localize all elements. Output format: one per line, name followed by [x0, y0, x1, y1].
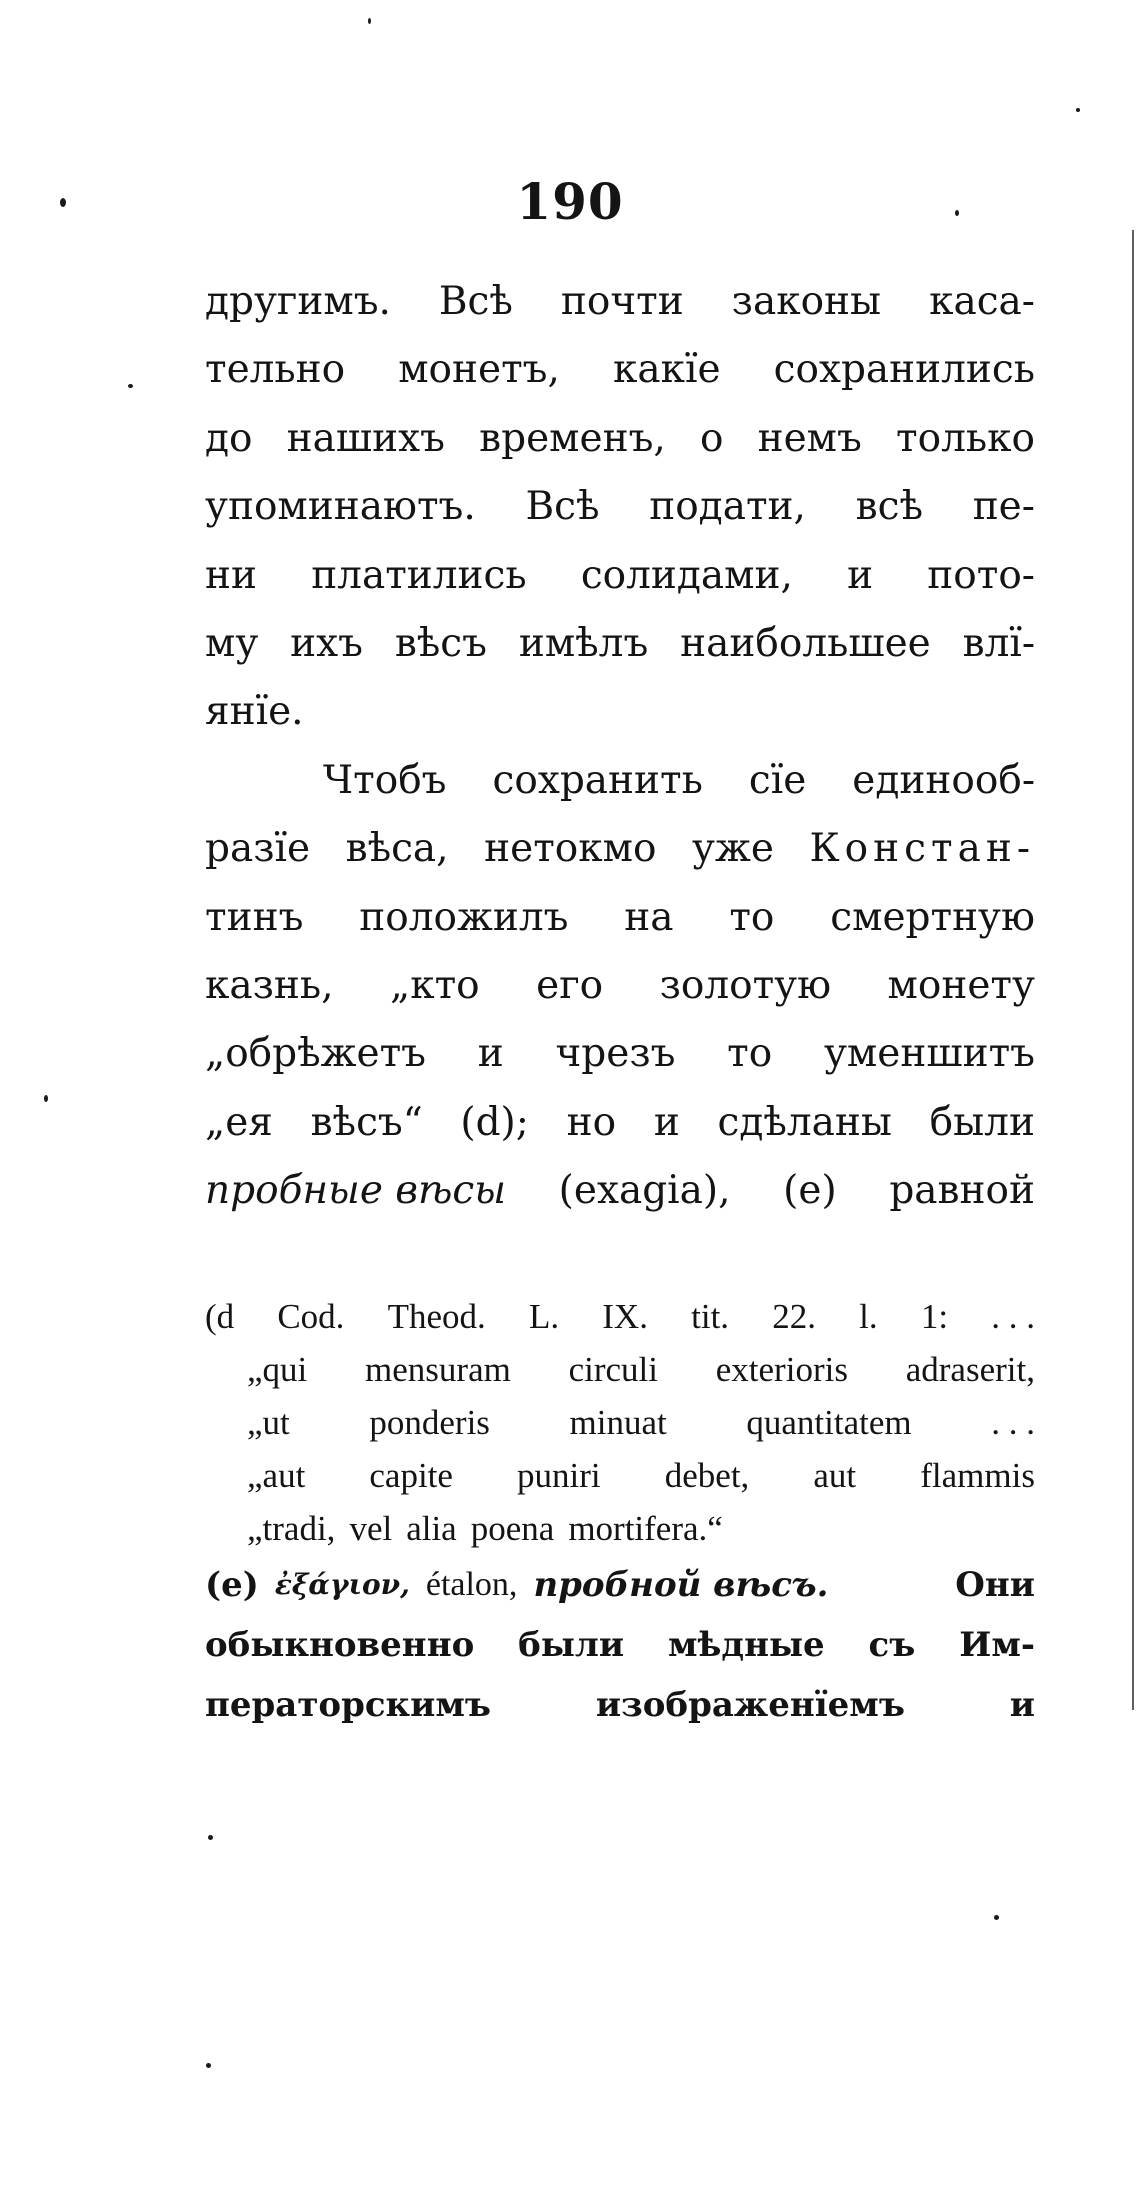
word: quantitatem	[746, 1403, 912, 1442]
word: aut	[813, 1456, 857, 1495]
text-line	[205, 473, 1035, 541]
word: положилъ	[359, 894, 569, 940]
word: имѣлъ	[518, 620, 649, 666]
speck-mark	[994, 1915, 999, 1920]
word: „aut	[247, 1456, 306, 1495]
latin-term: étalon,	[425, 1566, 518, 1603]
text-line	[205, 678, 1035, 746]
word: временъ,	[479, 415, 666, 461]
word: каса-	[929, 279, 1035, 324]
word: ператорскимъ	[205, 1685, 491, 1725]
word: IX.	[602, 1297, 648, 1336]
text-line	[205, 747, 1035, 815]
word: и	[477, 1031, 504, 1077]
footnote-line	[205, 1396, 1035, 1449]
word: немъ	[757, 415, 862, 461]
word: mortifera.“	[568, 1509, 723, 1548]
word: 22.	[772, 1297, 816, 1336]
word: уже	[692, 826, 774, 872]
text-line	[205, 1089, 1035, 1157]
word: тельно	[205, 347, 346, 393]
word: l.	[859, 1297, 878, 1336]
word: . . .	[991, 1297, 1035, 1336]
word: „ut	[247, 1403, 290, 1442]
word: до	[205, 415, 253, 461]
text-line	[205, 405, 1035, 473]
word: capite	[369, 1456, 453, 1495]
word: и	[653, 1099, 680, 1145]
footnote-line	[205, 1675, 1035, 1735]
footnote-line	[205, 1555, 1035, 1615]
word: чрезъ	[555, 1031, 676, 1077]
word: circuli	[568, 1350, 658, 1389]
word: Cod.	[277, 1297, 345, 1336]
text-line	[205, 952, 1035, 1020]
word: всѣ	[855, 484, 923, 530]
word: подати,	[649, 484, 806, 530]
word: Чтобъ	[323, 757, 447, 803]
word: почти	[560, 279, 684, 324]
word: платились	[311, 552, 527, 598]
word: смертную	[830, 894, 1035, 940]
word: то	[727, 1031, 773, 1077]
text-line	[205, 815, 1035, 883]
word: „обрѣжетъ	[205, 1031, 426, 1077]
word: „tradi,	[247, 1509, 336, 1548]
word: наибольшее	[680, 620, 931, 666]
word: Theod.	[387, 1297, 486, 1336]
footnote-e	[205, 1555, 1035, 1735]
text-line	[205, 1020, 1035, 1088]
greek-term: ἐξάγιον,	[274, 1568, 410, 1601]
word: Всѣ	[438, 279, 513, 324]
word: тинъ	[205, 894, 304, 940]
footnote-d	[205, 1290, 1035, 1555]
footnote-line	[205, 1615, 1035, 1675]
word: flammis	[920, 1456, 1035, 1495]
word: янїе.	[205, 689, 304, 735]
word: . . .	[991, 1403, 1035, 1442]
word: нетокмо	[484, 826, 657, 872]
page-number: 190	[516, 172, 624, 231]
speck-mark	[1076, 108, 1080, 112]
word: монету	[887, 962, 1035, 1008]
footnote-line	[205, 1502, 1035, 1555]
word: на	[624, 894, 674, 940]
word: изображенїемъ	[595, 1685, 905, 1725]
word: и	[847, 552, 874, 598]
word: „qui	[247, 1350, 308, 1389]
word: 1:	[920, 1297, 949, 1336]
word: вѣсъ	[394, 620, 487, 666]
word: ponderis	[369, 1403, 490, 1442]
speck-mark	[368, 18, 371, 24]
word: влї-	[962, 620, 1035, 666]
word: мѣдные	[667, 1625, 825, 1665]
word: какїе	[612, 347, 721, 393]
word: сдѣланы	[717, 1099, 892, 1145]
word: alia	[406, 1509, 457, 1548]
word: то	[729, 894, 775, 940]
main-text	[205, 268, 1035, 1225]
word: и	[1009, 1685, 1035, 1725]
word: Всѣ	[525, 484, 600, 530]
word: пе-	[972, 484, 1035, 530]
speck-mark	[44, 1095, 48, 1102]
word: только	[896, 415, 1035, 461]
word: законы	[731, 279, 882, 324]
word: mensuram	[365, 1350, 511, 1389]
word: сохранились	[773, 347, 1035, 393]
italic-term: пробные вѣсы	[205, 1168, 507, 1214]
word: разїе	[205, 826, 311, 872]
text-line	[205, 884, 1035, 952]
word: minuat	[569, 1403, 667, 1442]
word: его	[536, 962, 604, 1008]
word: Констан-	[809, 826, 1035, 872]
word: exterioris	[715, 1350, 848, 1389]
word: adraserit,	[905, 1350, 1035, 1389]
word: vel	[349, 1509, 393, 1548]
word: казнь,	[205, 962, 334, 1008]
word: (exagia),	[558, 1168, 731, 1214]
word: о	[699, 415, 724, 461]
word: единооб-	[852, 757, 1035, 803]
word: (e)	[783, 1168, 837, 1214]
word: другимъ.	[205, 279, 391, 324]
word: равной	[889, 1168, 1035, 1214]
word: L.	[528, 1297, 560, 1336]
footnote-line	[205, 1343, 1035, 1396]
word: обыкновенно	[205, 1625, 475, 1665]
word: золотую	[659, 962, 832, 1008]
word: (d);	[460, 1099, 529, 1145]
page-edge-shadow	[1132, 230, 1134, 1710]
footnote-line	[205, 1449, 1035, 1502]
word: вѣсъ“	[310, 1099, 423, 1145]
word: „ея	[205, 1099, 273, 1145]
text-line	[205, 268, 1035, 336]
word: tit.	[691, 1297, 730, 1336]
word: сїе	[748, 757, 807, 803]
italic-term: пробной вѣсъ.	[533, 1565, 829, 1605]
word: упоминаютъ.	[205, 484, 476, 530]
word: ихъ	[290, 620, 363, 666]
text-line	[205, 542, 1035, 610]
word: уменшитъ	[823, 1031, 1035, 1077]
word: debet,	[664, 1456, 750, 1495]
word: вѣса,	[345, 826, 449, 872]
word: poena	[470, 1509, 555, 1548]
speck-mark	[206, 2063, 211, 2068]
footnote-marker: (d	[205, 1297, 235, 1336]
word: нашихъ	[286, 415, 445, 461]
footnote-line	[205, 1290, 1035, 1343]
word: монетъ,	[398, 347, 560, 393]
word: были	[929, 1099, 1035, 1145]
word: были	[518, 1625, 625, 1665]
word: сохранить	[492, 757, 703, 803]
footnotes	[205, 1290, 1035, 1735]
word: Им-	[959, 1625, 1035, 1665]
word: му	[205, 620, 259, 666]
text-line	[205, 610, 1035, 678]
word: Они	[955, 1565, 1035, 1605]
word: puniri	[517, 1456, 601, 1495]
text-line	[205, 336, 1035, 404]
word: солидами,	[580, 552, 793, 598]
word: но	[566, 1099, 617, 1145]
word: ни	[205, 552, 257, 598]
word: пото-	[927, 552, 1035, 598]
speck-mark	[128, 384, 133, 388]
footnote-marker: (e)	[205, 1565, 259, 1605]
speck-mark	[208, 1835, 213, 1840]
text-line	[205, 1157, 1035, 1225]
word: „кто	[390, 962, 480, 1008]
word: съ	[868, 1625, 916, 1665]
